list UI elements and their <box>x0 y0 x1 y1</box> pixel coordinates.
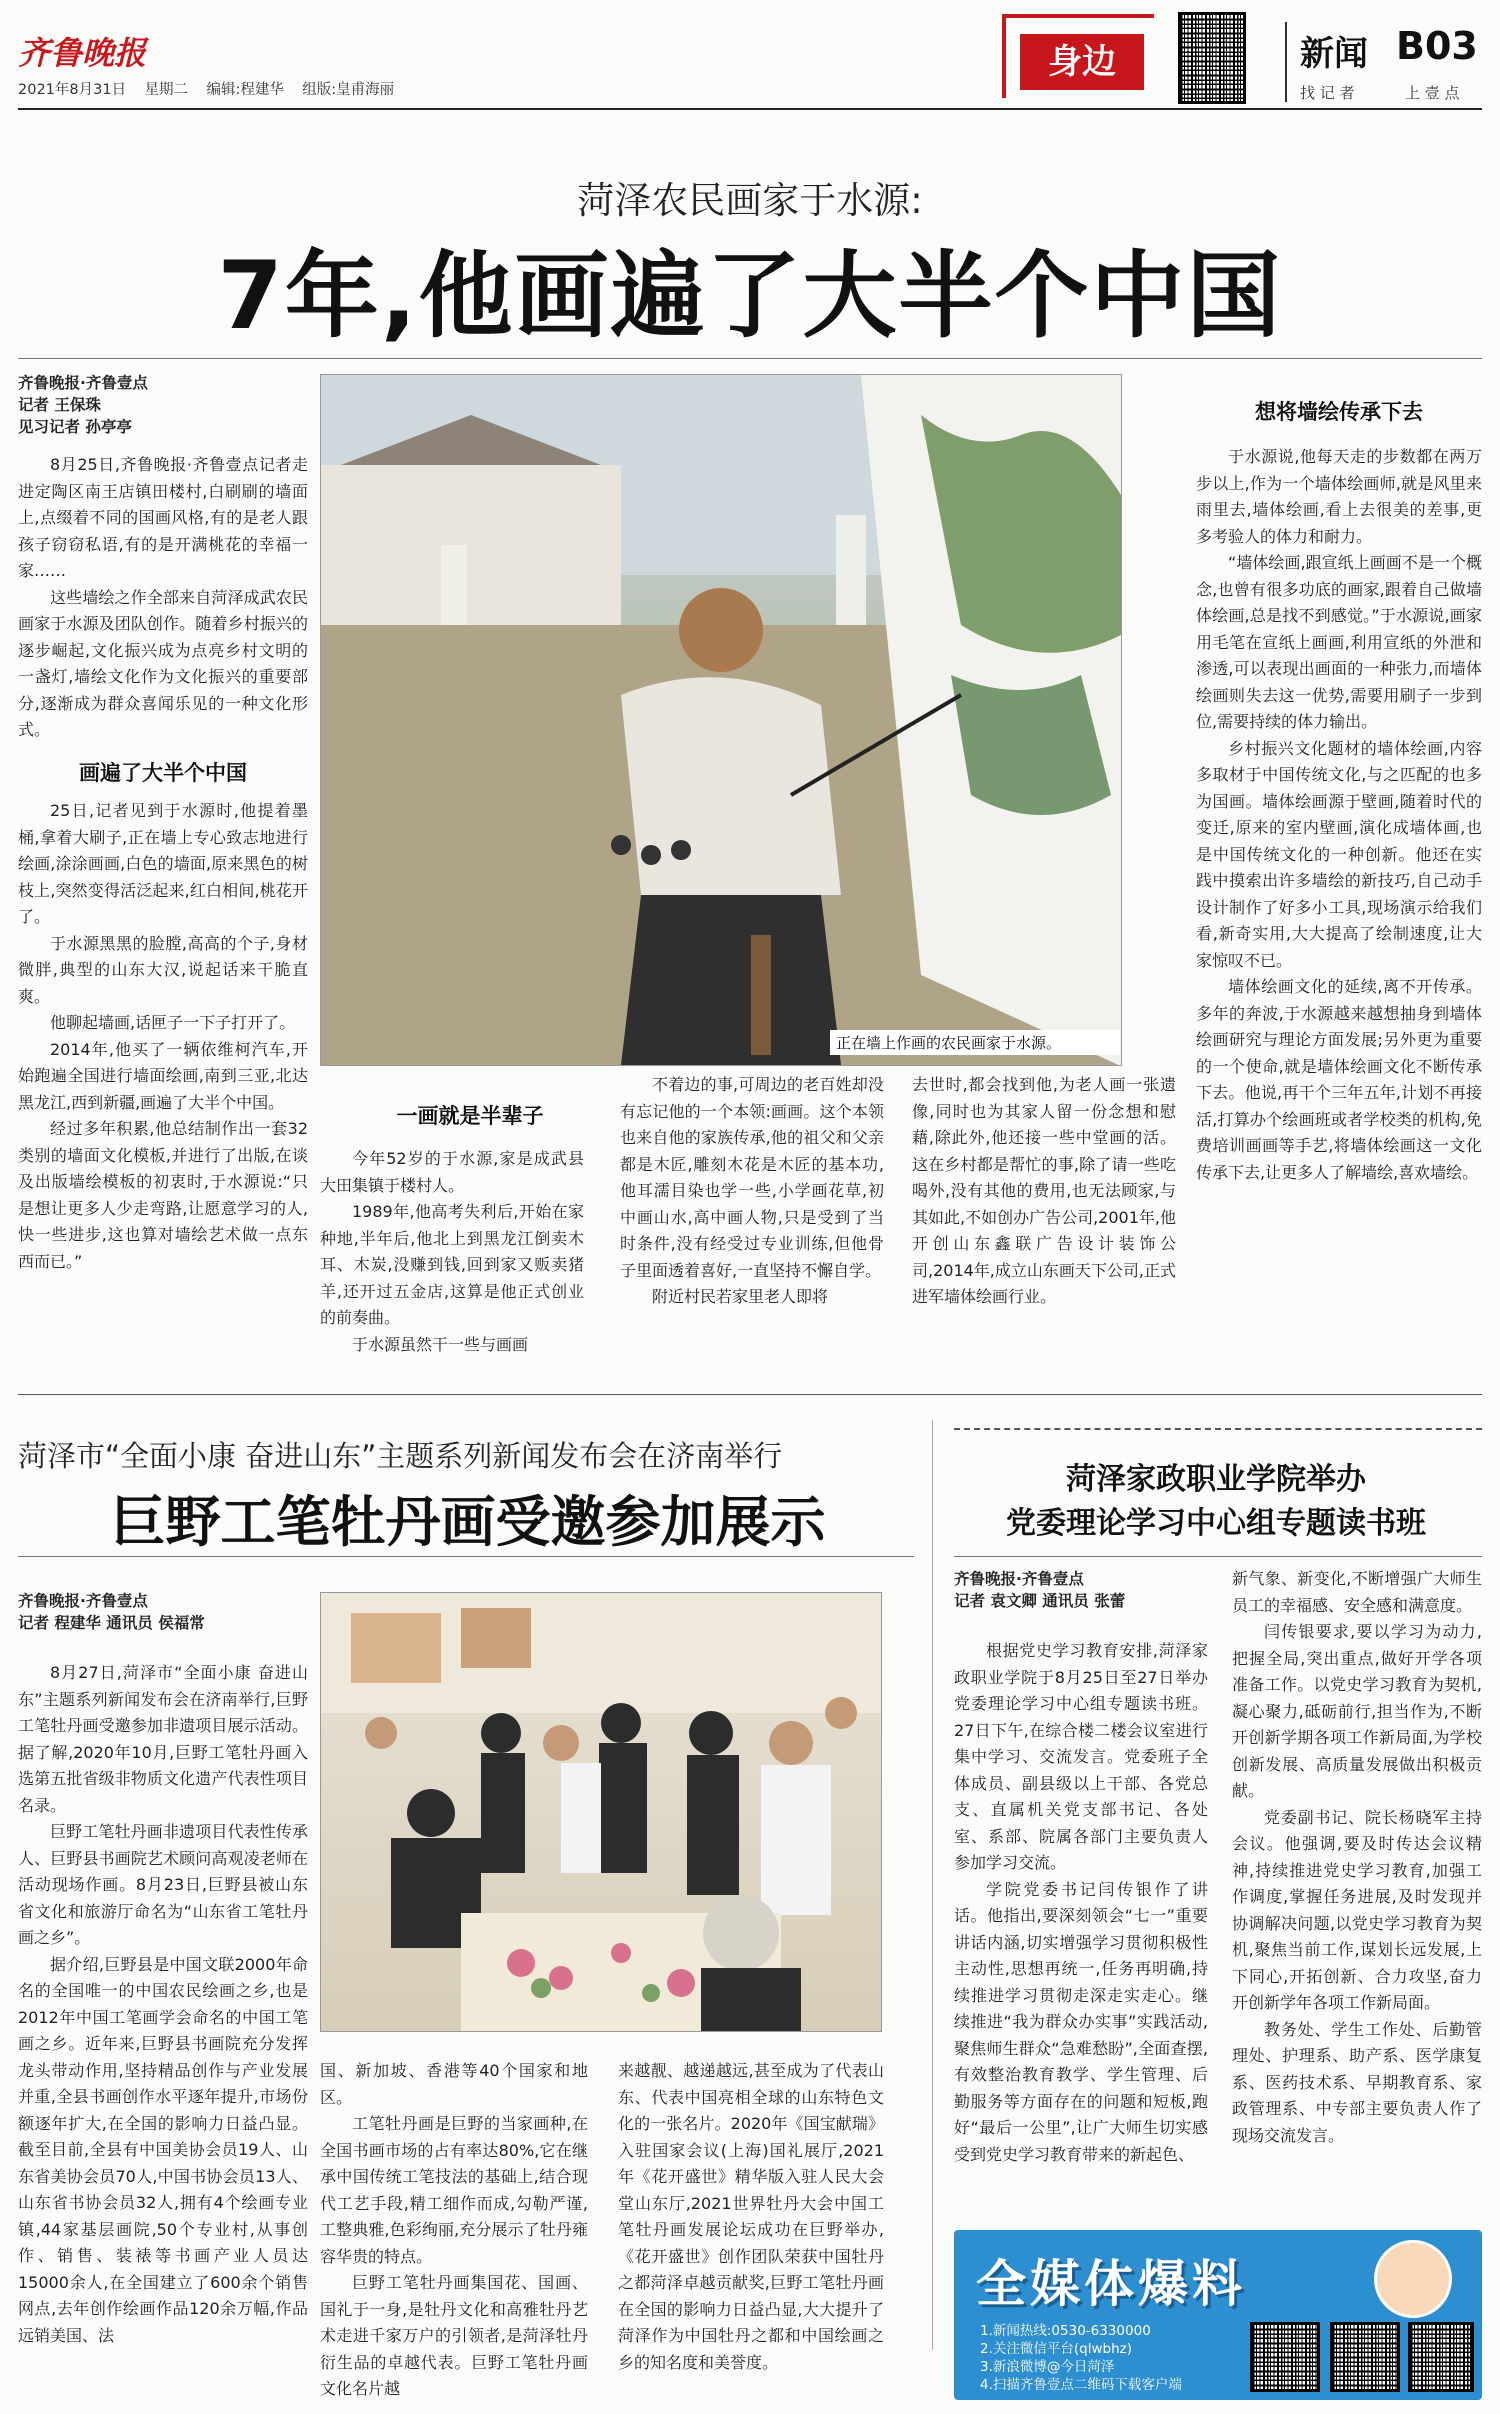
byline-reporter: 记者 王保珠 <box>18 396 101 414</box>
exhibition-crowd-illustration <box>321 1593 882 2032</box>
article3-rule <box>954 1556 1482 1557</box>
paragraph: 闫传银要求,要以学习为动力,把握全局,突出重点,做好开学各项准备工作。以党史学习教育为契机,凝心聚力,砥砺前行,担当作为,不断开创新学期各项工作新局面,为学校创新发展、高质量发展做出积极贡献。 <box>1232 1622 1482 1800</box>
paragraph: 工笔牡丹画是巨野的当家画种,在全国书画市场的占有率达80%,它在继承中国传统工笔技法的基础上,结合现代工艺手段,精工细作而成,勾勒严谨,工整典雅,色彩绚丽,充分展示了牡丹雍容华贵的特点。 <box>320 2114 588 2266</box>
article1-byline <box>18 372 308 438</box>
paragraph: 党委副书记、院长杨晓军主持会议。他强调,要及时传达会议精神,持续推进党史学习教育,加强工作调度,掌握任务进展,及时发现并协调解决问题,以党史学习教育为契机,聚焦当前工作,谋划长远发展,上下同心,开拓创新、合力攻坚,奋力开创新学年各项工作新局面。 <box>1232 1807 1482 2012</box>
section-tag-box: 身边 <box>1020 34 1144 90</box>
article1-column1 <box>18 452 308 1372</box>
byline-intern: 见习记者 孙亭亭 <box>18 418 132 436</box>
paragraph: 新气象、新变化,不断增强广大师生员工的幸福感、安全感和满意度。 <box>1232 1569 1482 1615</box>
column-divider <box>932 1420 933 2350</box>
byline-reporter: 记者 程建华 通讯员 侯福常 <box>18 1614 205 1632</box>
article3-top-rule <box>954 1428 1482 1430</box>
header-divider <box>1285 22 1287 102</box>
paragraph: 2014年,他买了一辆依维柯汽车,开始跑遍全国进行墙面绘画,南到三亚,北达黑龙江,西到新疆,画遍了大半个中国。 <box>18 1039 308 1112</box>
paragraph: 来越靓、越递越远,甚至成为了代表山东、代表中国亮相全球的山东特色文化的一张名片。2020年《国宝献瑞》入驻国家会议(上海)国礼展厅,2021年《花开盛世》精华版入驻人民大会堂山东厅,2021世界牡丹大会中国工笔牡丹画发展论坛成功在巨野举办,《花开盛世》创作团队荣获中国牡丹之都菏泽卓越贡献奖,巨野工笔牡丹画在全国的影响力日益凸显,大大提升了菏泽作为中国牡丹之都和中国绘画之乡的知名度和美誉度。 <box>618 2061 884 2372</box>
paragraph: 去世时,都会找到他,为老人画一张遗像,同时也为其家人留一份念想和慰藉,除此外,他还接一些中堂画的活。这在乡村都是帮忙的事,除了请一些吃喝外,没有其他的费用,也无法顾家,与其如此,不如创办广告公司,2001年,他开创山东鑫联广告设计装饰公司,2014年,成立山东画天下公司,正式进军墙体绘画行业。 <box>912 1075 1176 1306</box>
article2-top-rule <box>18 1556 914 1557</box>
paragraph: 巨野工笔牡丹画集国花、国画、国礼于一身,是牡丹文化和高雅牡丹艺术走进千家万户的引领者,是菏泽牡丹衍生品的卓越代表。巨野工笔牡丹画文化名片越 <box>320 2273 588 2396</box>
subheading: 画遍了大半个中国 <box>79 760 247 785</box>
ad-list <box>980 2322 1182 2394</box>
paragraph: “墙体绘画,跟宣纸上画画不是一个概念,也曾有很多功底的画家,跟着自己做墙体绘画,总是找不到感觉。”于水源说,画家用毛笔在宣纸上画画,利用宣纸的外泄和渗透,可以表现出画面的一种张力,而墙体绘画则失去这一优势,需要用刷子一步到位,需要持续的体力输出。 <box>1196 553 1482 731</box>
article3-column1 <box>954 1638 1208 2208</box>
issue-date: 2021年8月31日 <box>18 82 127 98</box>
ad-qr-code[interactable] <box>1408 2322 1474 2392</box>
photo-caption: 正在墙上作画的农民画家于水源。 <box>830 1030 1120 1055</box>
article2-headline: 巨野工笔牡丹画受邀参加展示 <box>110 1490 826 1554</box>
header-rule <box>18 108 1482 110</box>
article2-column1 <box>18 1660 308 2396</box>
paragraph: 据介绍,巨野县是中国文联2000年命名的全国唯一的中国农民绘画之乡,也是2012年中国工笔画学会命名的中国工笔画之乡。近年来,巨野县书画院充分发挥龙头带动作用,坚持精品创作与产业发展并重,全县书画创作水平逐年提升,市场份额逐年扩大,在全国的影响力日益凸显。截至目前,全县有中国美协会员19人、山东省美协会员70人,中国书协会员13人、山东省书协会员32人,拥有4个绘画专业镇,44家基层画院,50个专业村,从事创作、销售、装裱等书画产业人员达15000余人,在全国建立了600余个销售网点,去年创作绘画作品120余万幅,作品远销美国、法 <box>18 1954 308 2345</box>
article3-headline <box>950 1458 1482 1546</box>
ad-mascot-icon <box>1374 2240 1452 2318</box>
paragraph: 根据党史学习教育安排,菏泽家政职业学院于8月25日至27日举办党委理论学习中心组专题读书班。27日下午,在综合楼二楼会议室进行集中学习、交流发言。党委班子全体成员、副县级以上干部、各党总支、直属机关党支部书记、各处室、系部、院属各部门主要负责人参加学习交流。 <box>954 1641 1208 1872</box>
article1-column4 <box>912 1072 1176 1372</box>
issue-weekday: 星期二 <box>144 82 189 98</box>
paragraph: 于水源黑黑的脸膛,高高的个子,身材微胖,典型的山东大汉,说起话来干脆直爽。 <box>18 933 308 1006</box>
article1-kicker: 菏泽农民画家于水源: <box>577 179 923 222</box>
slogan-left: 找 记 者 <box>1300 84 1355 102</box>
paragraph: 8月27日,菏泽市“全面小康 奋进山东”主题系列新闻发布会在济南举行,巨野工笔牡丹画受邀参加非遗项目展示活动。据了解,2020年10月,巨野工笔牡丹画入选第五批省级非物质文化遗产代表性项目名录。 <box>18 1663 308 1815</box>
ad-qr-code[interactable] <box>1250 2322 1320 2392</box>
article2-kicker: 菏泽市“全面小康 奋进山东”主题系列新闻发布会在济南举行 <box>18 1439 783 1473</box>
article1-bottom-rule <box>18 1394 1482 1395</box>
ad-item: 4.扫描齐鲁壹点二维码下载客户端 <box>980 2377 1182 2393</box>
header-qr-code[interactable] <box>1178 12 1246 104</box>
paragraph: 1989年,他高考失利后,开始在家种地,半年后,他北上到黑龙江倒卖木耳、木炭,没赚到钱,回到家又贩卖猪羊,还开过五金店,这算是他正式创业的前奏曲。 <box>320 1202 584 1327</box>
article2-byline <box>18 1590 318 1634</box>
painter-at-wall-illustration <box>321 375 1122 1066</box>
byline-reporter: 记者 袁文卿 通讯员 张蕾 <box>954 1592 1126 1610</box>
paragraph: 于水源说,他每天走的步数都在两万步以上,作为一个墙体绘画师,就是风里来雨里去,墙体绘画,看上去很美的差事,更多考验人的体力和耐力。 <box>1196 447 1482 546</box>
section-tag <box>1002 14 1154 98</box>
article1-column5 <box>1196 444 1482 1372</box>
paragraph: 25日,记者见到于水源时,他提着墨桶,拿着大刷子,正在墙上专心致志地进行绘画,涂涂画画,白色的墙面,原来黑色的树枝上,突然变得活泛起来,红白相间,桃花开了。 <box>18 801 308 926</box>
ad-item: 3.新浪微博@今日菏泽 <box>980 2359 1115 2375</box>
paragraph: 巨野工笔牡丹画非遗项目代表性传承人、巨野县书画院艺术顾问高观凌老师在活动现场作画。8月23日,巨野县被山东省文化和旅游厅命名为“山东省工笔牡丹画之乡”。 <box>18 1822 308 1947</box>
article2-photo <box>320 1592 882 2032</box>
paragraph: 不着边的事,可周边的老百姓却没有忘记他的一个本领:画画。这个本领也来自他的家族传承,他的祖父和父亲都是木匠,雕刻木花是木匠的基本功,他耳濡目染也学一些,小学画花草,初中画山水,高中画人物,只是受到了当时条件,没有经受过专业训练,但他骨子里面透着喜好,一直坚持不懈自学。 <box>620 1075 884 1280</box>
byline-outlet: 齐鲁晚报·齐鲁壹点 <box>954 1570 1084 1588</box>
ad-qr-code[interactable] <box>1330 2322 1400 2392</box>
tip-line-ad <box>954 2230 1482 2400</box>
article2-column2 <box>320 2058 588 2396</box>
header-meta <box>18 78 394 99</box>
masthead-logo: 齐鲁晚报 <box>18 34 147 72</box>
subheading: 一画就是半辈子 <box>396 1104 544 1128</box>
ad-item: 1.新闻热线:0530-6330000 <box>980 2323 1151 2339</box>
paragraph: 附近村民若家里老人即将 <box>652 1287 829 1306</box>
editor-credit: 编辑:程建华 <box>206 82 284 98</box>
headline-line: 菏泽家政职业学院举办 <box>1066 1462 1366 1497</box>
paragraph: 教务处、学生工作处、后勤管理处、护理系、助产系、医学康复系、医药技术系、早期教育系、家政管理系、中专部主要负责人作了现场交流发言。 <box>1232 2019 1482 2145</box>
slogan-right: 上 壹 点 <box>1405 84 1460 102</box>
subheading: 想将墙绘传承下去 <box>1255 400 1423 424</box>
headline-line: 党委理论学习中心组专题读书班 <box>1006 1506 1426 1541</box>
paragraph: 这些墙绘之作全部来自菏泽成武农民画家于水源及团队创作。随着乡村振兴的逐步崛起,文化振兴成为点亮乡村文明的一盏灯,墙绘文化作为文化振兴的重要部分,逐渐成为群众喜闻乐见的一种文化形式。 <box>18 587 308 739</box>
article1-photo <box>320 374 1122 1066</box>
paragraph: 经过多年积累,他总结制作出一套32类别的墙面文化模板,并进行了出版,在谈及出版墙绘模板的初衷时,于水源说:“只是想让更多人少走弯路,让愿意学习的人,快一些进步,这也算对墙绘艺术做一点东西而已。” <box>18 1119 308 1271</box>
byline-outlet: 齐鲁晚报·齐鲁壹点 <box>18 374 148 392</box>
article3-byline <box>954 1568 1216 1612</box>
article1-top-rule <box>18 358 1482 359</box>
paragraph: 墙体绘画文化的延续,离不开传承。多年的奔波,于水源越来越想抽身到墙体绘画研究与理论方面发展;另外更为重要的一个使命,就是墙体绘画文化不断传承下去。他说,再干个三年五年,计划不再接活,打算办个绘画班或者学校类的机构,免费培训画画等手艺,将墙体绘画这一文化传承下去,让更多人了解墙绘,喜欢墙绘。 <box>1196 977 1482 1182</box>
article3-column2 <box>1232 1566 1482 2208</box>
article1-headline: 7年,他画遍了大半个中国 <box>217 242 1283 351</box>
article1-column2 <box>320 1146 584 1372</box>
paragraph: 今年52岁的于水源,家是成武县大田集镇于楼村人。 <box>320 1149 584 1195</box>
paragraph: 于水源虽然干一些与画画 <box>352 1334 529 1354</box>
paragraph: 乡村振兴文化题材的墙体绘画,内容多取材于中国传统文化,与之匹配的也多为国画。墙体绘画源于壁画,随着时代的变迁,原来的室内壁画,演化成墙体画,也是中国传统文化的一种创新。他还在实践中摸索出许多墙绘的新技巧,自己动手设计制作了好多小工具,现场演示给我们看,新奇实用,大大提高了绘制速度,让大家惊叹不已。 <box>1196 738 1482 970</box>
section-name: 新闻 <box>1300 34 1368 74</box>
ad-item: 2.关注微信平台(qlwbhz) <box>980 2341 1132 2357</box>
paragraph: 学院党委书记闫传银作了讲话。他指出,要深刻领会“七一”重要讲话内涵,切实增强学习贯彻积极性主动性,思想再统一,任务再明确,持续推进学习贯彻走深走实走心。继续推进“我为群众办实事”实践活动,聚焦师生群众“急难愁盼”,全面查摆,有效整治教育教学、学生管理、后勤服务等方面存在的问题和短板,跑好“最后一公里”,让广大师生切实感受到党史学习教育带来的新起色、 <box>954 1879 1208 2164</box>
paragraph: 8月25日,齐鲁晚报·齐鲁壹点记者走进定陶区南王店镇田楼村,白刷刷的墙面上,点缀着不同的国画风格,有的是老人跟孩子窃窃私语,有的是开满桃花的幸福一家…… <box>18 455 308 580</box>
ad-title: 全媒体爆料 <box>976 2255 1246 2313</box>
article1-column3 <box>620 1072 884 1372</box>
byline-outlet: 齐鲁晚报·齐鲁壹点 <box>18 1592 148 1610</box>
page-number: B03 <box>1396 24 1478 68</box>
layout-credit: 组版:皇甫海丽 <box>302 82 395 98</box>
paragraph: 国、新加坡、香港等40个国家和地区。 <box>320 2061 588 2107</box>
article2-column3 <box>618 2058 884 2396</box>
paragraph: 他聊起墙画,话匣子一下子打开了。 <box>50 1013 296 1032</box>
